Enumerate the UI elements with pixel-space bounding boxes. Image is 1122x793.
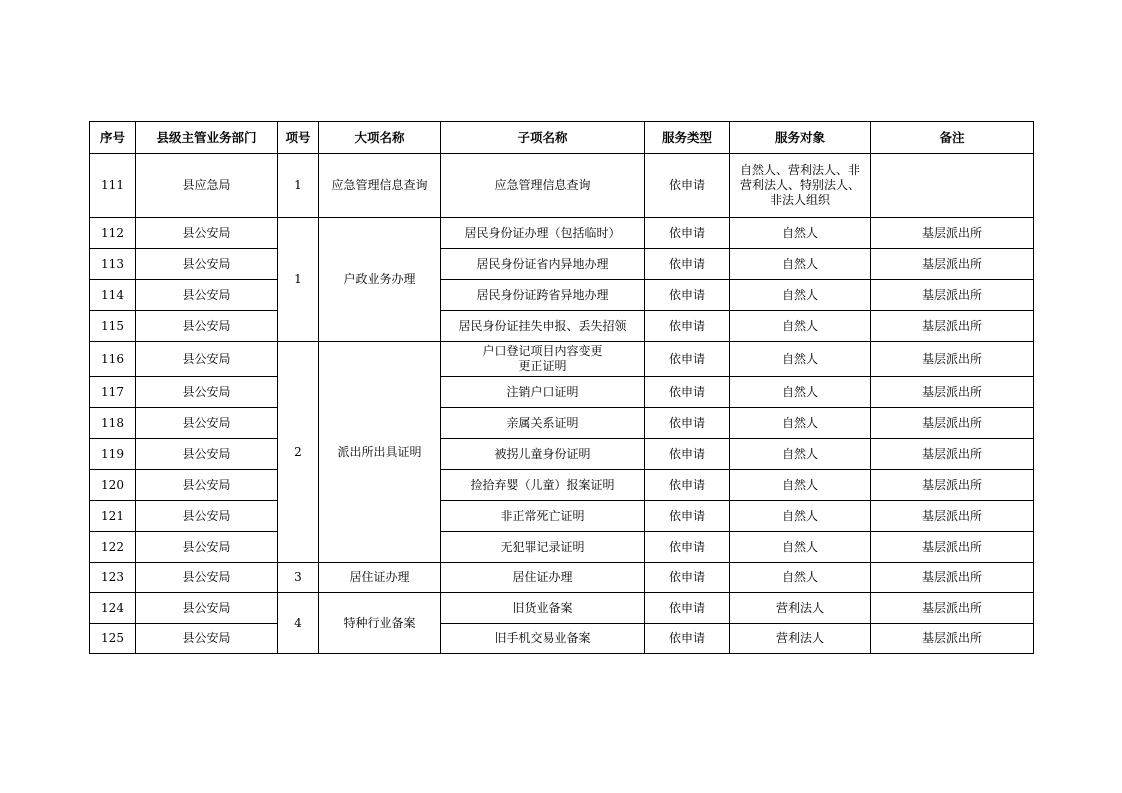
cell-department: 县公安局 [136,280,278,311]
cell-service-type: 依申请 [645,532,730,563]
cell-remark: 基层派出所 [871,377,1034,408]
cell-sub-item: 居民身份证省内异地办理 [441,249,645,280]
cell-serial: 111 [90,154,136,218]
col-header-item-no: 项号 [278,122,319,154]
col-header-sub-item: 子项名称 [441,122,645,154]
cell-item-no: 4 [278,593,319,654]
cell-serial: 119 [90,439,136,470]
cell-service-type: 依申请 [645,249,730,280]
cell-service-type: 依申请 [645,501,730,532]
table-row [90,501,1034,532]
cell-remark: 基层派出所 [871,563,1034,593]
cell-service-target: 自然人 [730,280,871,311]
cell-major-item: 特种行业备案 [319,593,441,654]
cell-serial: 118 [90,408,136,439]
cell-item-no: 2 [278,342,319,563]
cell-serial: 121 [90,501,136,532]
table-row [90,563,1034,593]
cell-item-no: 1 [278,218,319,342]
cell-sub-item: 居民身份证挂失申报、丢失招领 [441,311,645,342]
cell-sub-item: 户口登记项目内容变更更正证明 [441,342,645,377]
cell-service-target: 自然人 [730,218,871,249]
cell-sub-item: 无犯罪记录证明 [441,532,645,563]
table-row [90,218,1034,249]
cell-service-target: 营利法人 [730,593,871,624]
cell-serial: 113 [90,249,136,280]
cell-serial: 120 [90,470,136,501]
cell-service-type: 依申请 [645,624,730,654]
cell-major-item: 应急管理信息查询 [319,154,441,218]
table-row [90,532,1034,563]
cell-service-type: 依申请 [645,470,730,501]
col-header-serial: 序号 [90,122,136,154]
table-row [90,470,1034,501]
table-row [90,377,1034,408]
cell-remark: 基层派出所 [871,218,1034,249]
cell-service-target: 自然人 [730,501,871,532]
cell-department: 县公安局 [136,218,278,249]
col-header-remark: 备注 [871,122,1034,154]
cell-remark: 基层派出所 [871,532,1034,563]
cell-serial: 125 [90,624,136,654]
cell-sub-item: 被拐儿童身份证明 [441,439,645,470]
cell-serial: 116 [90,342,136,377]
col-header-major-item: 大项名称 [319,122,441,154]
cell-serial: 123 [90,563,136,593]
cell-service-target: 自然人 [730,249,871,280]
cell-sub-item: 居住证办理 [441,563,645,593]
cell-serial: 124 [90,593,136,624]
table-row [90,311,1034,342]
cell-service-target: 自然人 [730,439,871,470]
cell-service-type: 依申请 [645,563,730,593]
cell-serial: 114 [90,280,136,311]
cell-department: 县公安局 [136,563,278,593]
cell-service-type: 依申请 [645,218,730,249]
cell-serial: 115 [90,311,136,342]
cell-remark [871,154,1034,218]
cell-remark: 基层派出所 [871,408,1034,439]
cell-service-target: 自然人 [730,408,871,439]
cell-service-type: 依申请 [645,154,730,218]
cell-service-target: 自然人 [730,532,871,563]
cell-remark: 基层派出所 [871,311,1034,342]
col-header-service-target: 服务对象 [730,122,871,154]
cell-department: 县公安局 [136,593,278,624]
cell-department: 县公安局 [136,342,278,377]
cell-sub-item: 居民身份证跨省异地办理 [441,280,645,311]
cell-department: 县公安局 [136,377,278,408]
table-row [90,154,1034,218]
col-header-department: 县级主管业务部门 [136,122,278,154]
cell-department: 县公安局 [136,249,278,280]
cell-sub-item: 注销户口证明 [441,377,645,408]
cell-remark: 基层派出所 [871,342,1034,377]
table-row [90,624,1034,654]
cell-sub-item: 亲属关系证明 [441,408,645,439]
cell-service-type: 依申请 [645,342,730,377]
cell-service-target: 营利法人 [730,624,871,654]
cell-service-target: 自然人 [730,563,871,593]
cell-service-target: 自然人 [730,311,871,342]
cell-sub-item: 捡拾弃婴（儿童）报案证明 [441,470,645,501]
cell-department: 县公安局 [136,408,278,439]
cell-service-type: 依申请 [645,280,730,311]
cell-service-type: 依申请 [645,377,730,408]
cell-service-type: 依申请 [645,593,730,624]
cell-serial: 122 [90,532,136,563]
cell-department: 县公安局 [136,470,278,501]
col-header-service-type: 服务类型 [645,122,730,154]
cell-serial: 117 [90,377,136,408]
cell-department: 县公安局 [136,624,278,654]
table-row [90,249,1034,280]
cell-remark: 基层派出所 [871,439,1034,470]
cell-department: 县公安局 [136,501,278,532]
cell-department: 县公安局 [136,311,278,342]
cell-service-type: 依申请 [645,311,730,342]
table-row [90,342,1034,377]
cell-remark: 基层派出所 [871,249,1034,280]
table-row [90,593,1034,624]
cell-sub-item: 旧手机交易业备案 [441,624,645,654]
cell-service-target: 自然人 [730,470,871,501]
cell-sub-item: 居民身份证办理（包括临时） [441,218,645,249]
table-row [90,280,1034,311]
cell-remark: 基层派出所 [871,624,1034,654]
cell-sub-item: 应急管理信息查询 [441,154,645,218]
cell-serial: 112 [90,218,136,249]
cell-item-no: 1 [278,154,319,218]
cell-department: 县公安局 [136,532,278,563]
cell-remark: 基层派出所 [871,470,1034,501]
cell-major-item: 户政业务办理 [319,218,441,342]
cell-department: 县应急局 [136,154,278,218]
table-row [90,439,1034,470]
cell-major-item: 派出所出具证明 [319,342,441,563]
cell-remark: 基层派出所 [871,280,1034,311]
header-row [90,122,1034,154]
cell-department: 县公安局 [136,439,278,470]
cell-service-target: 自然人 [730,377,871,408]
cell-remark: 基层派出所 [871,501,1034,532]
cell-service-type: 依申请 [645,408,730,439]
cell-service-target: 自然人、营利法人、非营利法人、特别法人、非法人组织 [730,154,871,218]
cell-item-no: 3 [278,563,319,593]
cell-sub-item: 非正常死亡证明 [441,501,645,532]
service-catalog-table [89,121,1034,654]
cell-sub-item: 旧货业备案 [441,593,645,624]
cell-service-target: 自然人 [730,342,871,377]
table-row [90,408,1034,439]
cell-remark: 基层派出所 [871,593,1034,624]
cell-major-item: 居住证办理 [319,563,441,593]
cell-service-type: 依申请 [645,439,730,470]
